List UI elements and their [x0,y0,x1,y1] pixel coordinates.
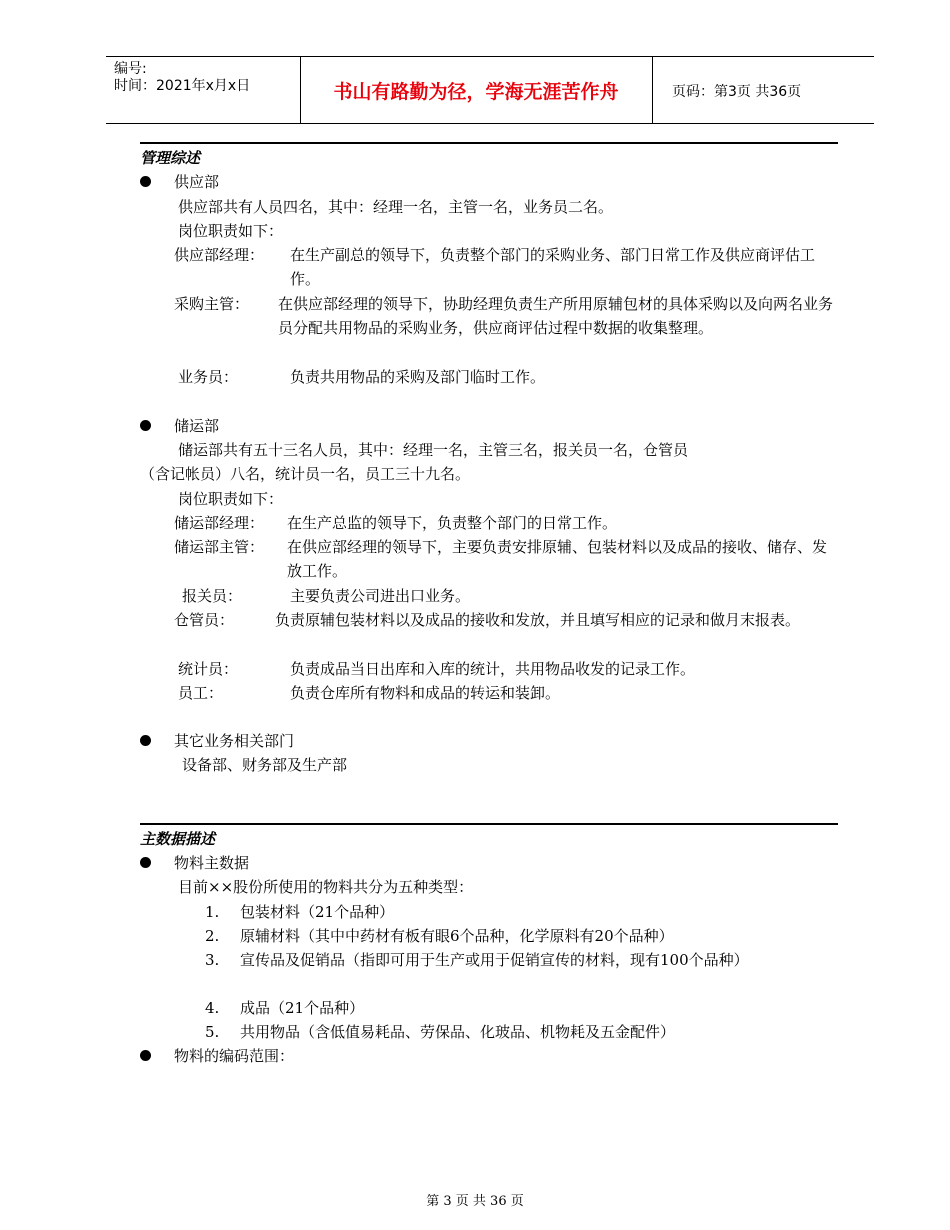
other-departments-text: 设备部、财务部及生产部 [182,756,348,774]
role-desc: 在生产副总的领导下，负责整个部门的采购业务、部门日常工作及供应商评估工作。 [290,246,816,288]
section-rule [140,142,838,144]
header-page-number: 页码：第3页 共36页 [672,84,802,100]
bullet-icon [140,735,151,746]
list-item: 包装材料（21个品种） [240,903,395,921]
header-motto: 书山有路勤为径，学海无涯苦作舟 [333,81,619,103]
role-desc [278,292,840,340]
storage-duty-heading: 岗位职责如下： [178,490,284,508]
role-desc-text: 在供应部经理的领导下，协助经理负责生产所用原辅包材的具体采购以及向两名业务员分配共用物品的采购业务，供应商评估过程中数据的收集整理。 [278,295,834,337]
heading-coding-range: 物料的编码范围： [174,1047,295,1065]
bullet-icon [140,857,151,868]
list-item-number: 1. [205,903,220,921]
time-label: 时间：2021年x月x日 [114,78,251,94]
bullet-icon [140,1050,151,1061]
role-desc: 负责仓库所有物料和成品的转运和装卸。 [290,684,561,702]
bullet-icon [140,420,151,431]
header-divider [652,57,653,123]
role-desc: 负责原辅包装材料以及成品的接收和发放，并且填写相应的记录和做月末报表。 [275,611,801,629]
bullet-icon [140,176,151,187]
header-info [114,61,250,95]
storage-intro: 储运部共有五十三名人员，其中：经理一名，主管三名，报关员一名，仓管员 [178,441,689,459]
list-item-number: 4. [205,999,220,1017]
list-item-number: 5. [205,1023,220,1041]
list-item: 宣传品及促销品（指即可用于生产或用于促销宣传的材料，现有100个品种） [240,951,749,969]
heading-storage: 储运部 [174,417,220,435]
list-item-number: 3. [205,951,220,969]
supply-intro: 供应部共有人员四名，其中：经理一名，主管一名，业务员二名。 [178,198,614,216]
role-name: 业务员： [178,368,239,386]
role-name: 储运部经理： [174,514,265,532]
role-name: 员工： [178,684,224,702]
material-intro: 目前××股份所使用的物料共分为五种类型： [178,878,474,896]
storage-intro-cont: （含记帐员）八名，统计员一名，员工三十九名。 [140,465,471,483]
heading-material-master: 物料主数据 [174,854,250,872]
list-item: 成品（21个品种） [240,999,365,1017]
role-desc: 在生产总监的领导下，负责整个部门的日常工作。 [287,514,618,532]
header-divider [300,57,301,123]
role-desc: 在供应部经理的领导下，主要负责安排原辅、包装材料以及成品的接收、储存、发放工作。 [287,538,828,580]
role-desc: 负责成品当日出库和入库的统计，共用物品收发的记录工作。 [290,660,696,678]
list-item-number: 2. [205,927,220,945]
heading-supply: 供应部 [174,173,220,191]
list-item: 原辅材料（其中中药材有板有眼6个品种，化学原料有20个品种） [240,927,674,945]
serial-label: 编号: [114,61,147,77]
role-name: 储运部主管： [174,538,265,556]
page-footer: 第 3 页 共 36 页 [426,1194,524,1209]
role-name: 报关员： [182,587,243,605]
role-name: 统计员： [178,660,239,678]
section-title-management: 管理综述 [140,149,201,167]
supply-duty-heading: 岗位职责如下： [178,222,284,240]
role-desc: 主要负责公司进出口业务。 [290,587,471,605]
role-desc: 负责共用物品的采购及部门临时工作。 [290,368,546,386]
role-name: 采购主管： [174,295,250,313]
role-name: 仓管员： [174,611,235,629]
section-rule [140,823,838,825]
section-title-master-data: 主数据描述 [140,830,216,848]
list-item: 共用物品（含低值易耗品、劳保品、化玻品、机物耗及五金配件） [240,1023,676,1041]
heading-other-departments: 其它业务相关部门 [174,732,295,750]
role-name: 供应部经理： [174,246,265,264]
page-header [106,56,874,124]
